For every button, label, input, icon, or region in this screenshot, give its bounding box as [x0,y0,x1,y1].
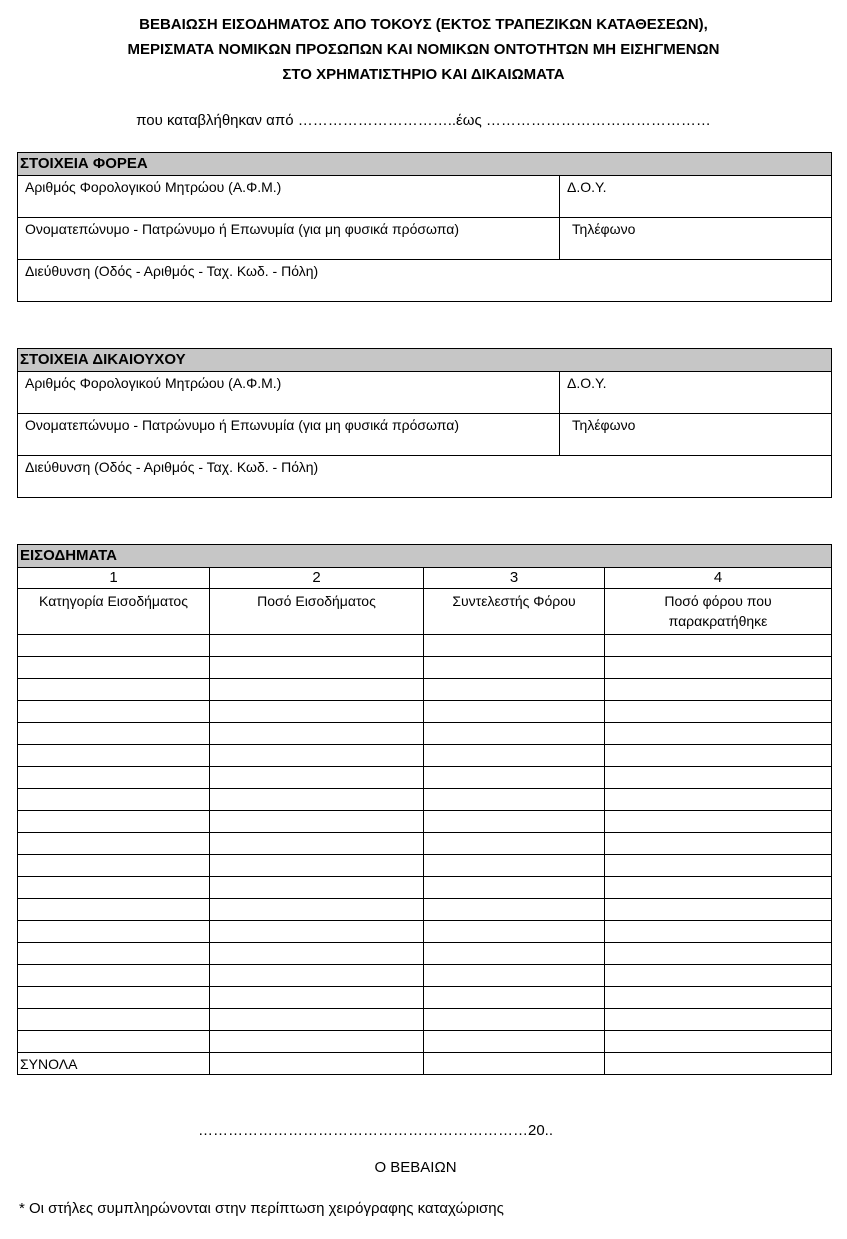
title-line-3: ΣΤΟ ΧΡΗΜΑΤΙΣΤΗΡΙΟ ΚΑΙ ΔΙΚΑΙΩΜΑΤΑ [282,66,565,83]
document-title [0,12,847,87]
footnote: * Οι στήλες συμπληρώνονται στην περίπτωση χειρόγραφης καταχώρισης [19,1200,504,1217]
tax-rate-cell[interactable] [424,635,605,657]
tax-withheld-cell[interactable] [605,877,832,899]
income-category-cell[interactable] [18,811,210,833]
column-number-4: 4 [605,568,832,589]
income-category-cell[interactable] [18,701,210,723]
tax-withheld-cell[interactable] [605,657,832,679]
tax-withheld-cell[interactable] [605,811,832,833]
table-row [18,679,832,701]
income-amount-cell[interactable] [210,943,424,965]
income-category-cell[interactable] [18,1009,210,1031]
payer-address-label: Διεύθυνση (Οδός - Αριθμός - Ταχ. Κωδ. - Πόλη) [25,263,319,279]
table-row [18,745,832,767]
column-header-income-amount: Ποσό Εισοδήματος [210,589,424,635]
income-category-cell[interactable] [18,943,210,965]
table-row [18,921,832,943]
totals-income-amount-cell[interactable] [210,1053,424,1075]
tax-withheld-cell[interactable] [605,1009,832,1031]
tax-withheld-cell[interactable] [605,943,832,965]
tax-withheld-cell[interactable] [605,789,832,811]
column-number-2: 2 [210,568,424,589]
payer-section [17,152,832,302]
income-section-header: ΕΙΣΟΔΗΜΑΤΑ [18,545,832,568]
table-row [18,657,832,679]
beneficiary-phone-label: Τηλέφωνο [572,417,636,433]
income-amount-cell[interactable] [210,921,424,943]
income-table [17,544,832,1075]
income-amount-cell[interactable] [210,723,424,745]
income-amount-cell[interactable] [210,877,424,899]
income-category-cell[interactable] [18,635,210,657]
income-category-cell[interactable] [18,657,210,679]
beneficiary-afm-label: Αριθμός Φορολογικού Μητρώου (Α.Φ.Μ.) [25,375,282,391]
totals-tax-withheld-cell[interactable] [605,1053,832,1075]
income-category-cell[interactable] [18,965,210,987]
tax-rate-cell[interactable] [424,921,605,943]
income-amount-cell[interactable] [210,679,424,701]
income-category-cell[interactable] [18,921,210,943]
table-row [18,1009,832,1031]
income-category-cell[interactable] [18,745,210,767]
income-amount-cell[interactable] [210,987,424,1009]
table-row [18,767,832,789]
payer-name-field[interactable] [18,218,560,260]
income-category-cell[interactable] [18,833,210,855]
tax-rate-cell[interactable] [424,657,605,679]
income-category-cell[interactable] [18,877,210,899]
tax-withheld-cell[interactable] [605,855,832,877]
table-row [18,635,832,657]
payer-phone-field[interactable] [560,218,832,260]
beneficiary-section [17,348,832,498]
table-row [18,855,832,877]
tax-rate-cell[interactable] [424,723,605,745]
income-amount-cell[interactable] [210,745,424,767]
column-number-1: 1 [18,568,210,589]
payer-address-field[interactable] [18,260,832,302]
table-row [18,701,832,723]
tax-rate-cell[interactable] [424,833,605,855]
beneficiary-address-label: Διεύθυνση (Οδός - Αριθμός - Ταχ. Κωδ. - Πόλη) [25,459,319,475]
tax-rate-cell[interactable] [424,1009,605,1031]
table-row [18,877,832,899]
income-amount-cell[interactable] [210,767,424,789]
table-row [18,833,832,855]
income-amount-cell[interactable] [210,657,424,679]
payer-doy-field[interactable] [560,176,832,218]
tax-withheld-cell[interactable] [605,899,832,921]
signature-date-line: …………………………………………………………20.. [197,1122,554,1139]
beneficiary-name-field[interactable] [18,414,560,456]
tax-withheld-cell[interactable] [605,635,832,657]
income-rows [18,635,832,1053]
income-category-cell[interactable] [18,1031,210,1053]
column-header-income-category: Κατηγορία Εισοδήματος [18,589,210,635]
income-amount-cell[interactable] [210,965,424,987]
signer-label: Ο ΒΕΒΑΙΩΝ [374,1159,457,1176]
tax-withheld-cell[interactable] [605,921,832,943]
table-row [18,987,832,1009]
beneficiary-phone-field[interactable] [560,414,832,456]
payer-afm-field[interactable] [18,176,560,218]
tax-rate-cell[interactable] [424,855,605,877]
table-row [18,723,832,745]
income-category-cell[interactable] [18,899,210,921]
tax-withheld-cell[interactable] [605,701,832,723]
beneficiary-address-field[interactable] [18,456,832,498]
tax-withheld-cell[interactable] [605,679,832,701]
income-amount-cell[interactable] [210,789,424,811]
income-category-cell[interactable] [18,723,210,745]
tax-rate-cell[interactable] [424,701,605,723]
tax-rate-cell[interactable] [424,745,605,767]
beneficiary-section-header: ΣΤΟΙΧΕΙΑ ΔΙΚΑΙΟΥΧΟΥ [18,349,832,372]
tax-withheld-cell[interactable] [605,1031,832,1053]
income-amount-cell[interactable] [210,1031,424,1053]
tax-withheld-cell[interactable] [605,745,832,767]
income-category-cell[interactable] [18,679,210,701]
tax-rate-cell[interactable] [424,789,605,811]
beneficiary-name-label: Ονοματεπώνυμο - Πατρώνυμο ή Επωνυμία (για μη φυσικά πρόσωπα) [25,417,459,433]
title-line-1: ΒΕΒΑΙΩΣΗ ΕΙΣΟΔΗΜΑΤΟΣ ΑΠΟ ΤΟΚΟΥΣ (ΕΚΤΟΣ ΤΡΑΠΕΖΙΚΩΝ ΚΑΤΑΘΕΣΕΩΝ), [139,16,708,33]
column-header-tax-withheld: Ποσό φόρου που παρακρατήθηκε [605,589,832,635]
beneficiary-doy-label: Δ.Ο.Υ. [567,375,607,391]
table-row [18,811,832,833]
tax-withheld-cell[interactable] [605,767,832,789]
tax-rate-cell[interactable] [424,767,605,789]
tax-rate-cell[interactable] [424,943,605,965]
column-number-3: 3 [424,568,605,589]
payer-section-header: ΣΤΟΙΧΕΙΑ ΦΟΡΕΑ [18,153,832,176]
tax-withheld-cell[interactable] [605,987,832,1009]
income-category-cell[interactable] [18,855,210,877]
tax-rate-cell[interactable] [424,1031,605,1053]
beneficiary-doy-field[interactable] [560,372,832,414]
payer-name-label: Ονοματεπώνυμο - Πατρώνυμο ή Επωνυμία (για μη φυσικά πρόσωπα) [25,221,459,237]
payer-afm-label: Αριθμός Φορολογικού Μητρώου (Α.Φ.Μ.) [25,179,282,195]
beneficiary-afm-field[interactable] [18,372,560,414]
tax-rate-cell[interactable] [424,965,605,987]
income-amount-cell[interactable] [210,811,424,833]
table-row [18,789,832,811]
table-row [18,899,832,921]
tax-rate-cell[interactable] [424,679,605,701]
tax-rate-cell[interactable] [424,811,605,833]
income-category-cell[interactable] [18,767,210,789]
tax-withheld-cell[interactable] [605,833,832,855]
totals-label: ΣΥΝΟΛΑ [18,1053,210,1075]
totals-tax-rate-cell[interactable] [424,1053,605,1075]
income-amount-cell[interactable] [210,855,424,877]
column-header-tax-rate: Συντελεστής Φόρου [424,589,605,635]
payer-phone-label: Τηλέφωνο [572,221,636,237]
income-amount-cell[interactable] [210,1009,424,1031]
income-amount-cell[interactable] [210,701,424,723]
tax-rate-cell[interactable] [424,899,605,921]
table-row [18,943,832,965]
payer-doy-label: Δ.Ο.Υ. [567,179,607,195]
tax-rate-cell[interactable] [424,877,605,899]
payment-period: που καταβλήθηκαν από …………………………..έως ……………………………………… [136,112,711,129]
income-category-cell[interactable] [18,987,210,1009]
income-amount-cell[interactable] [210,833,424,855]
tax-rate-cell[interactable] [424,987,605,1009]
income-category-cell[interactable] [18,789,210,811]
table-row [18,965,832,987]
table-row [18,1031,832,1053]
income-amount-cell[interactable] [210,635,424,657]
tax-withheld-cell[interactable] [605,965,832,987]
title-line-2: ΜΕΡΙΣΜΑΤΑ ΝΟΜΙΚΩΝ ΠΡΟΣΩΠΩΝ ΚΑΙ ΝΟΜΙΚΩΝ ΟΝΤΟΤΗΤΩΝ ΜΗ ΕΙΣΗΓΜΕΝΩΝ [127,41,720,58]
tax-withheld-cell[interactable] [605,723,832,745]
income-amount-cell[interactable] [210,899,424,921]
